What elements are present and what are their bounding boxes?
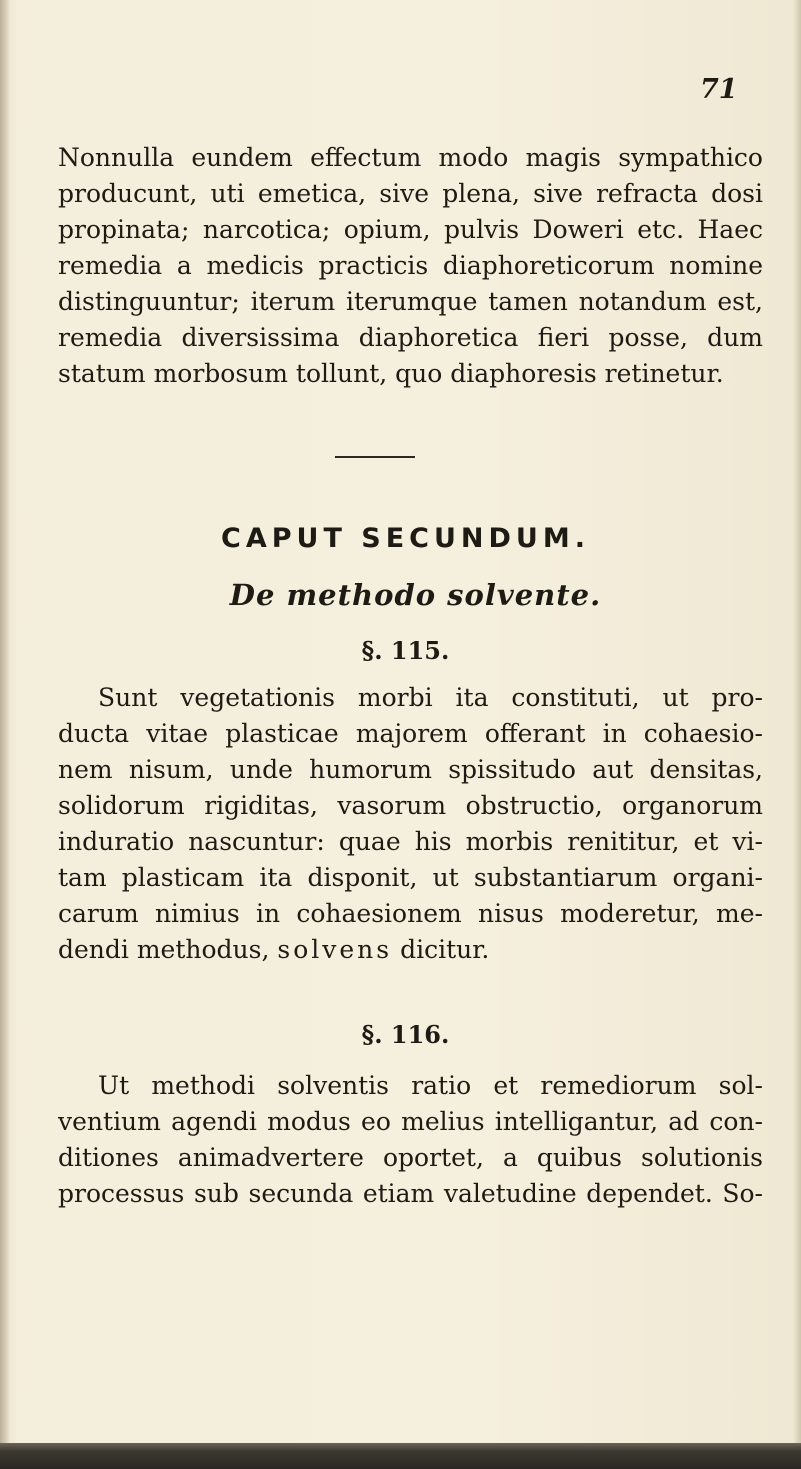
text-line: nem nisum, unde humorum spissitudo aut densitas, bbox=[58, 755, 763, 784]
text-line: Ut methodi solventis ratio et remediorum sol- bbox=[98, 1071, 763, 1100]
text-line: carum nimius in cohaesionem nisus moderetur, me- bbox=[58, 899, 763, 928]
emphasized-term: solvens bbox=[277, 935, 393, 964]
text-line: processus sub secunda etiam valetudine dependet. So- bbox=[58, 1179, 763, 1208]
text-line: ducta vitae plasticae majorem offerant in cohaesio- bbox=[58, 719, 763, 748]
text-line: tam plasticam ita disponit, ut substantiarum organi- bbox=[58, 863, 763, 892]
text-line: Nonnulla eundem effectum modo magis sympathico bbox=[58, 143, 763, 172]
section-mark-116: §. 116. bbox=[361, 1020, 450, 1049]
paragraph-section-116 bbox=[58, 1068, 763, 1212]
scan-bottom-edge bbox=[0, 1443, 801, 1469]
text-line: statum morbosum tollunt, quo diaphoresis retinetur. bbox=[58, 359, 724, 388]
paragraph-section-115 bbox=[58, 680, 763, 968]
text-line: ventium agendi modus eo melius intelligantur, ad con- bbox=[58, 1107, 763, 1136]
text-fragment: dicitur. bbox=[400, 935, 490, 964]
text-line: remedia diversissima diaphoretica fieri posse, dum bbox=[58, 323, 763, 352]
section-mark-115: §. 115. bbox=[361, 636, 450, 665]
page-gutter-shadow bbox=[0, 0, 10, 1469]
chapter-subheading: De methodo solvente. bbox=[229, 578, 602, 612]
paragraph-1 bbox=[58, 140, 763, 392]
text-line: distinguuntur; iterum iterumque tamen notandum est, bbox=[58, 287, 763, 316]
text-line: induratio nascuntur: quae his morbis renititur, et vi- bbox=[58, 827, 763, 856]
text-line: ditiones animadvertere oportet, a quibus solutionis bbox=[58, 1143, 763, 1172]
text-fragment: dendi methodus, bbox=[58, 935, 270, 964]
page-edge-shadow bbox=[793, 0, 801, 1469]
text-line: Sunt vegetationis morbi ita constituti, ut pro- bbox=[98, 683, 763, 712]
text-line bbox=[58, 932, 763, 968]
page-number: 71 bbox=[700, 74, 738, 105]
text-line: solidorum rigiditas, vasorum obstructio, organorum bbox=[58, 791, 763, 820]
text-line: remedia a medicis practicis diaphoreticorum nomine bbox=[58, 251, 763, 280]
text-line: propinata; narcotica; opium, pulvis Doweri etc. Haec bbox=[58, 215, 763, 244]
section-divider-rule bbox=[335, 456, 415, 458]
chapter-heading: CAPUT SECUNDUM. bbox=[221, 523, 590, 554]
text-line: producunt, uti emetica, sive plena, sive refracta dosi bbox=[58, 179, 763, 208]
